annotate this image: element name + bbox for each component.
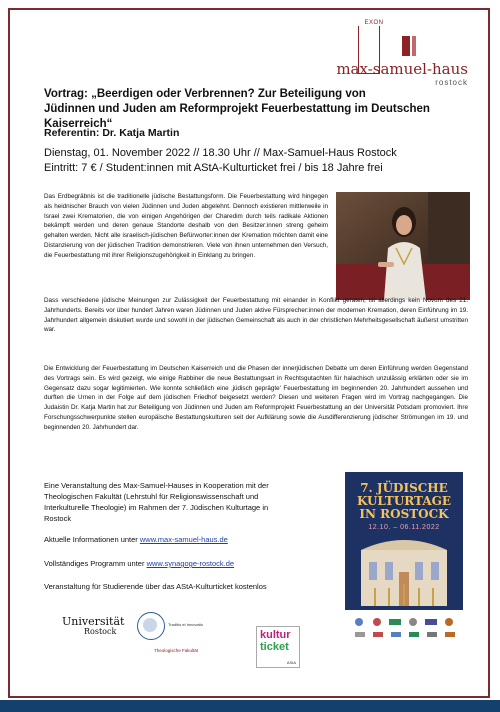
paragraph-history: Dass verschiedene jüdische Meinungen zur Zulässigkeit der Feuerbestattung mit einander in Konflikt geraten, ist allerdings kein Novum des 21. Jahrhunderts. Bereits vor über hundert Jahren waren Jüdinnen und Juden aktive Fürsprecher:innen der modernen Kremation, deren Einführung im 19. Jahrhundert allgemein diskutiert wurde und sowohl in der jüdischen Gemeinschaft als auch in der christlichen Mehrheitsgesellschaft äußerst umstritten war.: [44, 297, 468, 334]
logo-name: max-samuel-haus: [336, 60, 468, 78]
kulturticket-org: AStA: [286, 660, 296, 665]
synagoge-rostock-link[interactable]: www.synagoge-rostock.de: [146, 559, 235, 568]
paragraph-lecture: Die Entwicklung der Feuerbestattung im Deutschen Kaiserreich und die Phasen der innerjüdischen Debatte um deren Einführung werden Gegenstand des Vortrags sein. Es wird gezeigt, wie einige Rabbiner die neue Bestattungsart in Rechtsgutachten für halachisch unzulässig erklärten oder sie im Gegensatz dazu sogar legitimierten. Wie konnte schließlich eine ‚jüdisch geprägte' Feuerbestattung im beginnenden 20. Jahrhundert aussehen und durften die Urnen in der Folge auf dem jüdischen Friedhof beigesetzt werden? Diesen und weiteren Fragen wird im Vortrag nachgegangen. Die Judaistin Dr. Katja Martin hat zur Beteiligung von Jüdinnen und Juden am Reformprojekt Feuerbestattung an der Universität Potsdam promoviert. Ihre Forschungsschwerpunkte stellen europäische Bestattungskulturen seit der Aufklärung sowie die Ausdifferenzierung jüdischer Strömungen im 19. und beginnenden 20. Jahrhundert dar.: [44, 365, 468, 431]
paragraph-intro: Das Erdbegräbnis ist die traditionelle jüdische Bestattungsform. Die Feuerbestattung wird hingegen als heidnischer Brauch von vielen Jüdinnen und Juden abgelehnt. Dennoch existieren mittlerweile in Israel zwei Krematorien, die von einigen Angehörigen der Charedim durch teils radikale Aktionen bekämpft werden und deren genaue Standorte deshalb von den Besitzer:innen streng geheim gehalten werden. Nicht alle israelisch-jüdischen Befürworter:innen der Kremation möchten damit eine Distanzierung von der jüdischen Tradition demonstrieren. Viele von ihnen unternehmen den Versuch, die Feuerbestattung mit ihrer Religionszugehörigkeit in Einklang zu bringen.: [44, 193, 328, 259]
university-rostock-logo: [62, 616, 222, 666]
footer-bar: [0, 700, 500, 712]
current-info-label: Aktuelle Informationen unter: [44, 535, 140, 544]
speaker-photo-illustration: [336, 192, 470, 300]
university-city: Rostock: [84, 627, 117, 636]
event-date: Dienstag, 01. November 2022 // 18.30 Uhr // Max-Samuel-Haus Rostock: [44, 147, 397, 159]
speaker-photo: [336, 192, 470, 300]
logo-city: rostock: [435, 78, 468, 87]
kulturtage-poster: [345, 472, 463, 642]
poster-synagogue-illustration: [345, 472, 463, 642]
poster-title-line-1: 7. JÜDISCHE: [360, 481, 448, 495]
poster-title-line-3: IN ROSTOCK: [359, 507, 449, 521]
university-seal-inner: [143, 618, 157, 632]
cooperation-note: Eine Veranstaltung des Max-Samuel-Hauses in Kooperation mit der Theologischen Fakultät (Lehrstuhl für Religionswissenschaft und Interkulturelle Theologie) im Rahmen der 7. Jüdischen Kulturtage in Rostock: [44, 481, 269, 523]
university-tagline: Traditio et Innovatio: [168, 622, 203, 627]
students-note: Veranstaltung für Studierende über das AStA-Kulturticket kostenlos: [44, 582, 267, 591]
faculty-name: Theologische Fakultät: [154, 648, 199, 653]
poster-title-line-2: KULTURTAGE: [356, 494, 452, 508]
program-info: [44, 558, 294, 569]
kulturticket-logo: [256, 626, 300, 668]
logo-mark-bar: [402, 36, 410, 56]
logo-mark-label: EXON: [354, 20, 394, 26]
program-info-label: Vollständiges Programm unter: [44, 559, 147, 568]
poster-dates: 12.10. – 06.11.2022: [368, 524, 440, 531]
event-admission: Eintritt: 7 € / Student:innen mit AStA-Kulturticket frei / bis 18 Jahre frei: [44, 162, 383, 174]
current-info: [44, 534, 294, 545]
event-details: [44, 146, 397, 176]
kulturticket-line-1: kultur: [260, 629, 291, 641]
event-title: [44, 87, 444, 132]
event-title-line-1: Vortrag: „Beerdigen oder Verbrennen? Zur Beteiligung von: [44, 88, 366, 100]
logo-mark-bar-light: [412, 36, 416, 56]
kulturticket-line-2: ticket: [260, 641, 289, 653]
speaker: Referentin: Dr. Katja Martin: [44, 127, 180, 139]
event-title-line-2: Jüdinnen und Juden am Reformprojekt Feuerbestattung im Deutschen Kaiserreich“: [44, 103, 430, 130]
university-name: Universität: [62, 615, 125, 628]
max-samuel-haus-logo: [336, 20, 468, 90]
max-samuel-haus-link[interactable]: www.max-samuel-haus.de: [139, 535, 228, 544]
